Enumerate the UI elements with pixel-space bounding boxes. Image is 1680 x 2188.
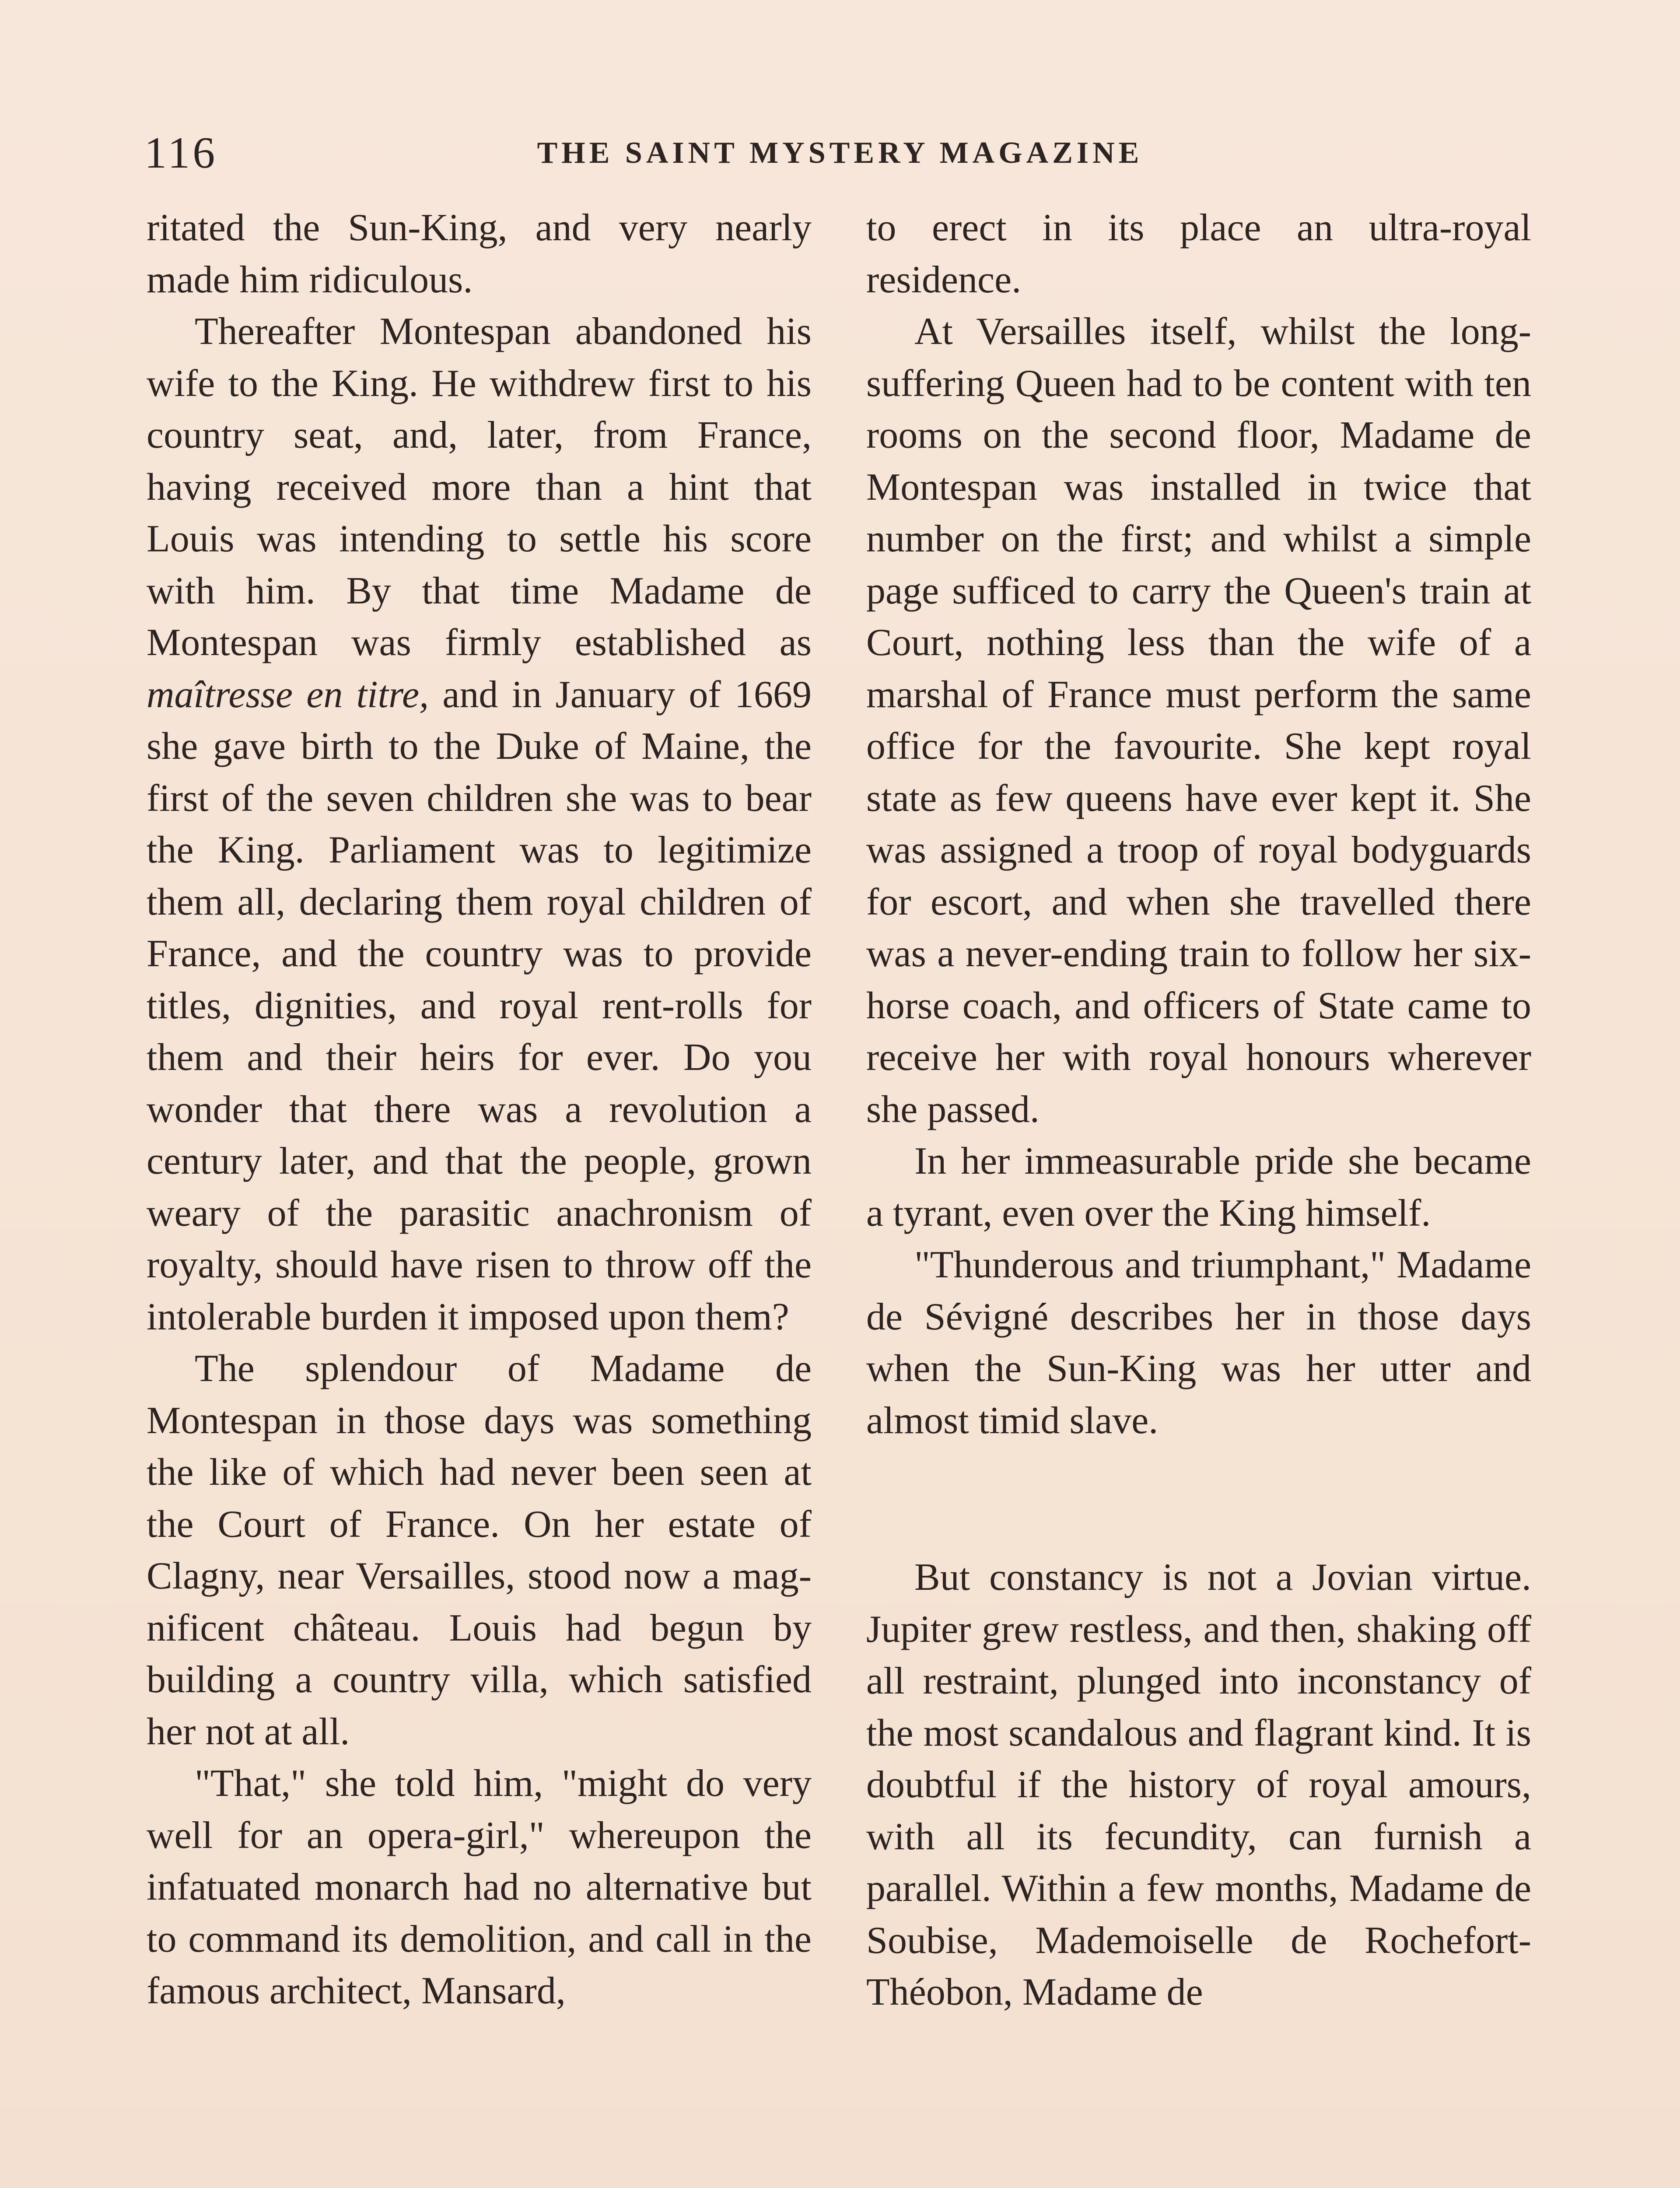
italic-phrase: maîtresse en titre, <box>147 673 429 716</box>
paragraph: At Versailles itself, whilst the long-suffering Queen had to be content with ten rooms on the second floor, Madame de Montespan was installed in twice that number on the first; and whilst a simple page sufficed to carry the Queen's train at Court, nothing less than the wife of a marshal of France must perform the same office for the favourite. She kept royal state as few queens have ever kept it. She was assigned a troop of royal bodyguards for escort, and when she travelled there was a never-ending train to follow her six-horse coach, and officers of State came to receive her with royal honours wherever she passed. <box>866 310 1531 1131</box>
page-number: 116 <box>144 128 218 178</box>
paragraph: ritated the Sun-King, and very nearly made him ridiculous. <box>147 207 812 301</box>
left-column <box>147 202 812 2017</box>
paragraph: The splendour of Madame de Montespan in those days was something the like of which had never been seen at the Court of France. On her estate of Clagny, near Versailles, stood now a magnificent château. Louis had begun by building a country villa, which satisfied her not at all. <box>147 1347 812 1753</box>
paragraph-text: and in January of 1669 she gave birth to the Duke of Maine, the first of the seven children she was to bear the King. Parliament was to legitimize them all, declaring them royal children of France, and the country was to provide titles, dignities, and royal rent-rolls for them and their heirs for ever. Do you wonder that there was a revolution a century later, and that the people, grown weary of the parasitic anachronism of royalty, should have risen to throw off the intolerable burden it imposed upon them? <box>147 673 812 1338</box>
page-header <box>144 123 1536 184</box>
paragraph: In her immeasurable pride she became a tyrant, even over the King himself. <box>866 1140 1531 1234</box>
paragraph-text: Thereafter Montespan abandoned his wife to the King. He withdrew first to his country seat, and, later, from France, having received more than a hint that Louis was intending to settle his score with him. By that time Madame de Montespan was firmly established as <box>147 310 812 664</box>
paragraph: to erect in its place an ultra-royal residence. <box>866 207 1531 301</box>
paragraph <box>147 306 812 1343</box>
right-column <box>866 202 1531 2019</box>
running-head: THE SAINT MYSTERY MAGAZINE <box>537 136 1143 170</box>
paragraph: "That," she told him, "might do very well for an opera-girl," whereupon the infatuated monarch had no alternative but to command its demolition, and call in the famous architect, Mansard, <box>147 1762 812 2012</box>
paragraph: "Thunderous and triumphant," Madame de Sévigné describes her in those days when the Sun-King was her utter and almost timid slave. <box>866 1244 1531 1442</box>
paragraph: But constancy is not a Jovian virtue. Jupiter grew restless, and then, shaking off all restraint, plunged into inconstancy of the most scandalous and flagrant kind. It is doubtful if the history of royal amours, with all its fecundity, can furnish a parallel. Within a few months, Madame de Soubise, Mademoiselle de Rochefort-Théobon, Madame de <box>866 1556 1531 2013</box>
